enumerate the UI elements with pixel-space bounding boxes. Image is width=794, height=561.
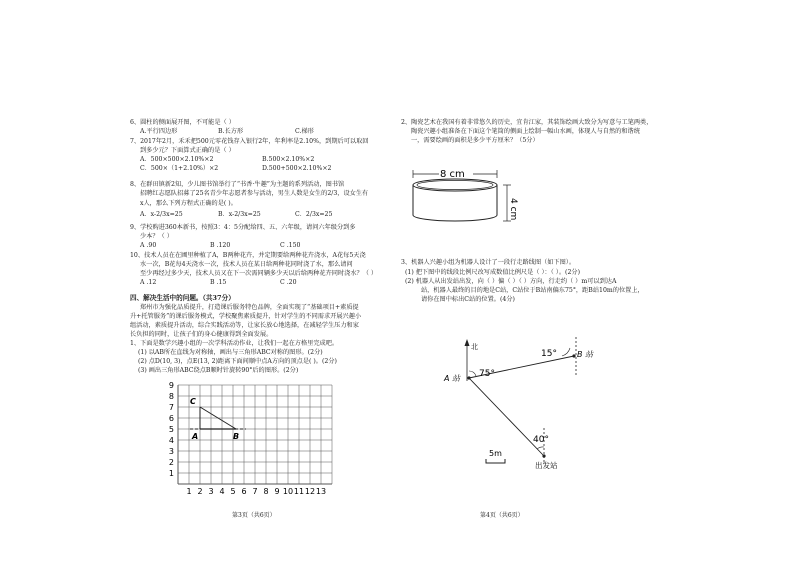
x-tick-label: 3	[208, 487, 214, 496]
x-tick-label: 7	[252, 487, 258, 496]
start-station-point	[542, 454, 545, 457]
intro-line-3: 组活动，素质提升活动，综合实践活动等，让家长放心地选择，在减轻学生压力和家	[130, 322, 359, 329]
q3-line-2: (1) 把下图中的线段比例尺改写成数值比例尺是（ ）：（ ）。(2分)	[405, 269, 581, 276]
y-tick-label: 4	[168, 436, 174, 445]
x-tick-label: 8	[263, 487, 269, 496]
x-tick-label: 2	[197, 487, 203, 496]
triangle-abc	[190, 397, 246, 441]
q10-line-2: 水一次，B花每4天浇水一次，技术人员在某日给两种花同时浇了水，那么请问	[140, 261, 353, 268]
station-a-label: A 站	[444, 374, 461, 383]
q3-line-4: 站，机器人最终的目的地是C站，C站位于B站南偏东75°，距B站10m的位置上，	[421, 287, 644, 294]
x-tick-label: 1	[186, 487, 192, 496]
x-tick-label: 12	[304, 487, 316, 496]
right-page	[397, 0, 794, 561]
coordinate-grid	[160, 378, 370, 503]
q9-option-c: C .150	[280, 242, 301, 249]
q7-option-c: C．500×（1+2.10%）×2	[140, 165, 219, 172]
intro-line-4: 长负担的同时，让孩子们的身心健康得到全面发展。	[130, 331, 273, 338]
intro-line-2: 升+托管服务”的课后服务模式，学校聚焦素质提升，针对学生的不同需求开展兴趣小	[130, 313, 362, 320]
q6-stem: 6、圆柱的侧面展开图，不可能是（ ）	[130, 119, 235, 126]
north-label: 北	[471, 343, 478, 351]
cylinder-rim	[417, 180, 493, 189]
x-tick-label: 11	[293, 487, 305, 496]
scale-label: 5m	[489, 449, 502, 458]
y-tick-label: 5	[168, 425, 174, 434]
q9-option-b: B .120	[210, 242, 231, 249]
y-tick-label: 6	[168, 414, 174, 423]
q10-line-1: 10、技术人员在在圃里种植了A，B两种花卉，并定期要给两种花卉浇水，A花每5天浇	[130, 252, 366, 259]
q3-line-3: (2) 机器人从出发站出发，向（ ）偏（ ）（ ）方向，行走约（ ）m可以到达A	[405, 278, 617, 285]
grid-lines	[178, 385, 332, 484]
q3-line-5: 请你在图中标出C站的位置。(4分)	[421, 296, 515, 303]
q2-line-3: 一，需要绘画的面积是多少平方厘米？（5分）	[411, 137, 539, 144]
q8-option-b: B．x-2/3x=25	[218, 211, 261, 218]
q7-option-a: A．500×500×2.10%×2	[140, 156, 214, 163]
q9-option-a: A .90	[140, 242, 157, 249]
q8-line-3: x人，那么下列方程式正确的是( )。	[140, 200, 237, 207]
q7-option-d: D.500+500×2.10%×2	[262, 165, 332, 172]
pen-holder-cylinder	[411, 165, 531, 235]
x-tick-label: 6	[241, 487, 247, 496]
angle-15-label: 15°	[541, 349, 557, 359]
scale-bar	[486, 459, 505, 463]
q3-line-1: 3、机器人兴趣小组为机器人设计了一段行走路线图（如下图）。	[401, 259, 576, 266]
q10-option-a: A .12	[140, 279, 157, 286]
north-arrow-head	[465, 339, 470, 346]
q7-option-b: B.500×2.10%×2	[262, 156, 315, 163]
x-tick-label: 13	[315, 487, 327, 496]
x-tick-label: 10	[282, 487, 294, 496]
angle-40-label: 40°	[533, 435, 549, 445]
x-tick-label: 9	[274, 487, 280, 496]
q7-stem: 7、2017年2月，禾禾把500元零花钱存入银行2年，年利率是2.10%，到期后可以取回	[130, 138, 369, 145]
q6-option-b: B.长方形	[218, 128, 244, 135]
q8-option-c: C．2/3x=25	[295, 211, 333, 218]
q2-line-2: 陶瓷兴趣小组准备在下面这个笔筒的侧面上绘制一幅山水画，体现人与自然的和谐统	[411, 128, 640, 135]
y-tick-label: 3	[168, 447, 174, 456]
y-tick-label: 7	[168, 403, 174, 412]
label-c: C	[190, 397, 196, 406]
q9-line-2: 少本？（ ）	[140, 233, 173, 240]
label-a: A	[192, 432, 199, 441]
q1-item-1: (1) 以AB所在直线为对称轴，画出与三角形ABC对称的图形。(2分)	[138, 349, 323, 356]
y-tick-label: 9	[168, 381, 174, 390]
q10-option-b: B .15	[210, 279, 227, 286]
y-tick-label: 1	[168, 469, 174, 478]
q6-option-a: A.平行四边形	[140, 128, 178, 135]
q1-item-3: (3) 画出三角形ABC绕点B顺时针旋转90°后的图形。(2分)	[138, 367, 299, 374]
q9-line-1: 9、学校购进360本新书，按照3：4：5分配给四、五、六年级，请问六年级分到多	[130, 224, 356, 231]
page-footer-right: 第4页（共6页）	[480, 512, 524, 519]
station-b-label: B 站	[577, 350, 594, 359]
angle-75-label: 75°	[479, 369, 495, 379]
q8-option-a: A．x-2/3x=25	[140, 211, 183, 218]
y-tick-label: 8	[168, 392, 174, 401]
q8-fraction: 2/3	[327, 190, 338, 197]
label-b: B	[233, 432, 240, 441]
q1-stem: 1、下面是数学兴趣小组的一次学科活动作业，让我们一起在方格里完成吧。	[130, 340, 339, 347]
q10-option-c: C .20	[280, 279, 297, 286]
q6-option-c: C.梯形	[295, 128, 314, 135]
height-label: 4 cm	[508, 198, 518, 221]
q8-line-1: 8、在群田镇新2知，少儿图书馆举行了“书香·牛趣”为主题的系列活动，图书馆	[130, 181, 345, 188]
robot-route-map	[444, 335, 659, 475]
x-tick-label: 4	[219, 487, 225, 496]
intro-line-1: 郑州市为强化品质提升，打造课后服务特色品牌，全面实现了“基础项目+素质提	[140, 304, 359, 311]
q1-item-2: (2) 点D(10, 3)，点E(13, 2)距离下面间顺中点A方向的顶点是( )。(2分)	[138, 358, 337, 365]
start-station-label: 出发站	[535, 461, 558, 470]
page-footer-left: 第3页（共6页）	[232, 512, 276, 519]
q10-line-3: 至少再经过多少天，技术人员又在下一次需同辆多少天以后给两种花卉同时浇水？（ ）	[140, 270, 378, 277]
x-tick-label: 5	[230, 487, 236, 496]
y-tick-label: 2	[168, 458, 174, 467]
diameter-label: 8 cm	[440, 169, 465, 180]
cylinder-bottom	[413, 215, 497, 221]
cylinder-top	[413, 179, 497, 191]
section-4-title: 四、解决生活中的问题。（共37分）	[130, 294, 235, 302]
q2-line-1: 2、陶瓷艺术在我国有着非常悠久的历史，宜肯江家，其装饰绘画大致分为写意与工笔两类，	[401, 119, 653, 126]
q8-line-2: 招聘红志愿队招募了25名青少年志愿者参与活动，男生人数是女生的2/3，设女生有	[140, 190, 369, 197]
q7-stem-2: 到多少元？下面算式正确的是（ ）	[140, 147, 235, 154]
